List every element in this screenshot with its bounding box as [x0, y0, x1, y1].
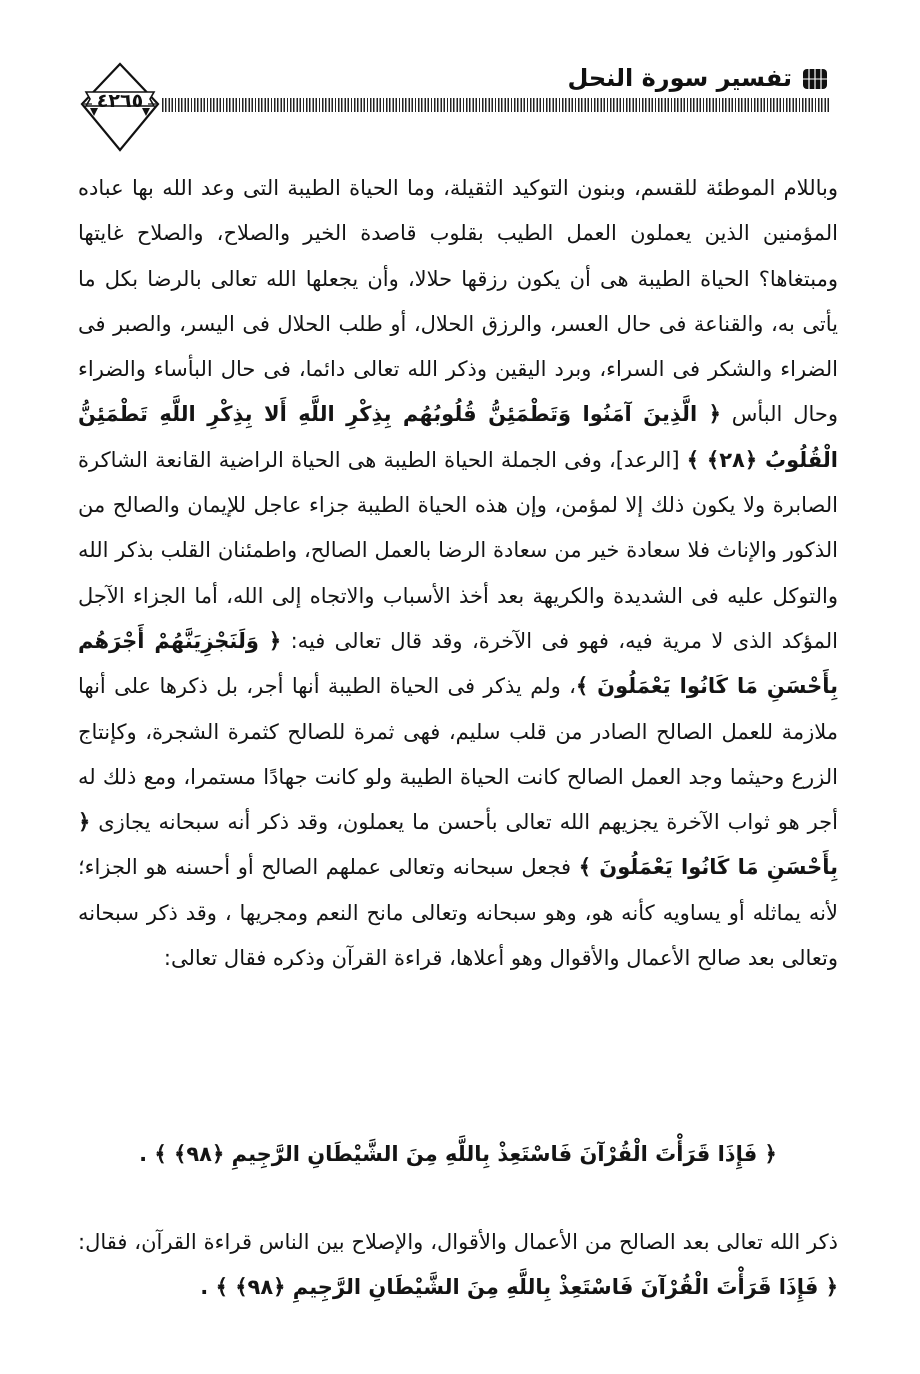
text-segment: [الرعد]، وفى الجملة الحياة الطيبة هى الحياة الراضية القانعة الشاكرة الصابرة ولا يكون ذلك إلا لمؤمن، وإن هذه الحياة الطيبة جزاء عاجل للإيمان والصالح من الذكور والإناث فلا سعادة خير من سعادة الرضا بالعمل الصالح، واطمئنان القلب بذكر الله والتوكل عليه فى الشديدة والكريهة بعد أخذ الأسباب والاتجاه إلى الله، أما الجزاء الآجل المؤكد الذى لا مرية فيه، فهو فى الآخرة، وقد قال تعالى فيه: — [78, 447, 839, 653]
quran-verse: ﴿ فَإِذَا قَرَأْتَ الْقُرْآنَ فَاسْتَعِذْ بِاللَّهِ مِنَ الشَّيْطَانِ الرَّجِيمِ ﴿٩٨﴾ ﴾ . — [200, 1275, 838, 1299]
surah-title: تفسير سورة النحل — [567, 64, 792, 92]
closing-paragraph — [78, 1220, 838, 1310]
ornament-icon — [800, 66, 830, 92]
header-rule — [162, 98, 830, 112]
text-segment: ، ولم يذكر فى الحياة الطيبة أنها أجر، بل ذكرها على أنها ملازمة للعمل الصالح الصادر من قلب سليم، فهى ثمرة للصالح كثمرة الشجرة، وكإنتاج الزرع وحيثما وجد العمل الصالح كانت الحياة الطيبة ولو كانت جهادًا مستمرا، ومع ذلك له أجر هو ثواب الآخرة يجزيهم الله تعالى بأحسن ما يعملون، وقد ذكر أنه سبحانه يجازى — [78, 674, 838, 835]
centered-quran-verse: ﴿ فَإِذَا قَرَأْتَ الْقُرْآنَ فَاسْتَعِذْ بِاللَّهِ مِنَ الشَّيْطَانِ الرَّجِيمِ ﴿٩٨﴾ ﴾ . — [139, 1142, 777, 1166]
text-segment: فجعل سبحانه وتعالى عملهم الصالح أو أحسنه هو الجزاء؛ لأنه يماثله أو يساويه كأنه هو، وهو سبحانه وتعالى مانح النعم ومجريها ، وقد ذكر سبحانه وتعالى بعد صالح الأعمال والأقوال وهو أعلاها، قراءة القرآن وذكره فقال تعالى: — [78, 855, 838, 971]
quran-verse: ﴿ بِأَحْسَنِ مَا كَانُوا يَعْمَلُونَ ﴾ — [78, 810, 838, 880]
page-header — [0, 0, 920, 160]
quran-verse: ﴿ وَلَنَجْزِيَنَّهُمْ أَجْرَهُم بِأَحْسَنِ مَا كَانُوا يَعْمَلُونَ ﴾ — [78, 628, 838, 699]
text-segment: ذكر الله تعالى بعد الصالح من الأعمال والأقوال، والإصلاح بين الناس قراءة القرآن، فقال: — [78, 1230, 838, 1254]
text-segment: وباللام الموطئة للقسم، وبنون التوكيد الثقيلة، وما الحياة الطيبة التى وعد الله بها عباده المؤمنين الذين يعملون العمل الطيب بقلوب قاصدة الخير والصلاح، والصلاح غايتها ومبتغاها؟ الحياة الطيبة هى أن يكون رزقها حلالا، وأن يجعلها الله تعالى بالرضا بكل ما يأتى به، والقناعة فى حال العسر، والرزق الحلال، أو طلب الحلال فى اليسر، والصبر فى الضراء والشكر فى السراء، وبرد اليقين وذكر الله تعالى دائما، فى حال البأساء والضراء وحال البأس — [78, 176, 838, 427]
quran-verse: ﴿ الَّذِينَ آمَنُوا وَتَطْمَئِنُّ قُلُوبُهُم بِذِكْرِ اللَّهِ أَلا بِذِكْرِ اللَّهِ تَطْمَئِنُّ الْقُلُوبُ ﴿٢٨﴾ ﴾ — [78, 402, 839, 472]
body-paragraph — [78, 166, 838, 981]
closing-paragraph-text — [78, 1220, 838, 1310]
page-number: ٤٢٦٥ — [96, 90, 144, 112]
tafsir-body — [78, 166, 838, 981]
page-number-badge — [80, 62, 160, 154]
